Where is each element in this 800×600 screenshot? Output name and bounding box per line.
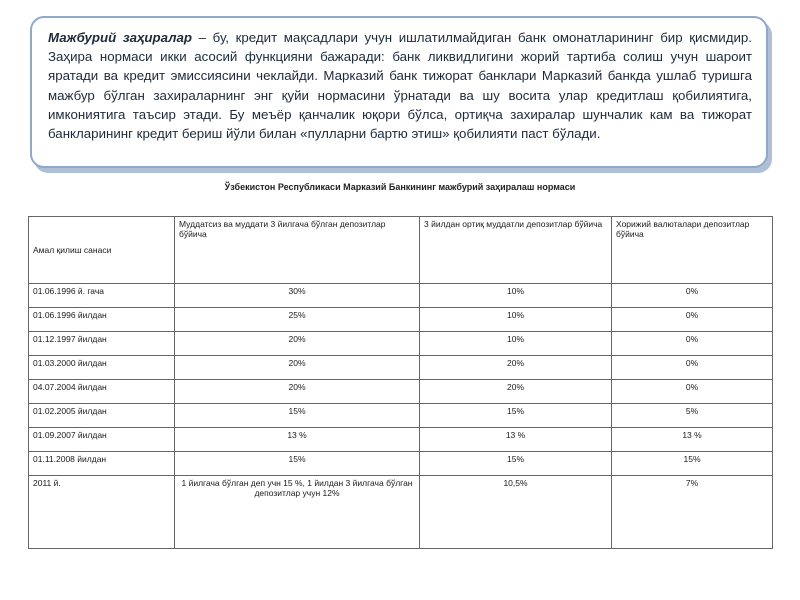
cell-foreign: 13 % — [612, 428, 773, 452]
cell-short-term: 15% — [175, 404, 420, 428]
cell-date: 01.02.2005 йилдан — [29, 404, 175, 428]
cell-long-term: 10% — [420, 332, 612, 356]
cell-short-term: 20% — [175, 356, 420, 380]
cell-foreign: 7% — [612, 476, 773, 549]
cell-short-term: 20% — [175, 380, 420, 404]
table-row — [29, 356, 773, 380]
cell-date: 01.09.2007 йилдан — [29, 428, 175, 452]
cell-long-term: 10% — [420, 284, 612, 308]
cell-foreign: 0% — [612, 380, 773, 404]
table-row — [29, 452, 773, 476]
cell-short-term: 25% — [175, 308, 420, 332]
cell-long-term: 15% — [420, 452, 612, 476]
cell-date: 01.06.1996 йилдан — [29, 308, 175, 332]
table-header-row — [29, 217, 773, 284]
cell-long-term: 10,5% — [420, 476, 612, 549]
table-row — [29, 308, 773, 332]
cell-foreign: 0% — [612, 284, 773, 308]
cell-long-term: 20% — [420, 356, 612, 380]
definition-text: – бу, кредит мақсадлари учун ишлатилмайдиган банк омонатларининг бир қисмидир. Заҳира нормаси икки асосий функцияни бажаради: банк ликвидлигини жорий тартиба солиш учун шароит яратади ва кредит эмиссиясини чеклайди. Марказий банк тижорат банклари Марказий банкда ушлаб туришга мажбур бўлган захираларнинг энг қуйи нормасини ўрнатади ва шу восита улар кредитлаш қобилиятига, имкониятига таъсир этади. Бу меъёр қанчалик юқори бўлса, ортиқча захиралар шунчалик кам ва тижорат банкларининг кредит бериш йўли билан «пулларни бартю этиш» қобилияти паст бўлади. — [48, 30, 752, 142]
cell-short-term: 30% — [175, 284, 420, 308]
header-short-term-deposits: Муддатсиз ва муддати 3 йилгача бўлган депозитлар бўйича — [175, 217, 420, 284]
table-caption: Ўзбекистон Республикаси Марказий Банкининг мажбурий заҳиралаш нормаси — [224, 182, 576, 192]
cell-date: 01.03.2000 йилдан — [29, 356, 175, 380]
reserve-norms-table — [28, 216, 773, 549]
cell-long-term: 10% — [420, 308, 612, 332]
table-row — [29, 380, 773, 404]
cell-foreign: 5% — [612, 404, 773, 428]
cell-date: 01.11.2008 йилдан — [29, 452, 175, 476]
definition-box — [30, 16, 768, 168]
table-row — [29, 404, 773, 428]
cell-foreign: 15% — [612, 452, 773, 476]
cell-short-term: 15% — [175, 452, 420, 476]
table-row — [29, 284, 773, 308]
table-row — [29, 332, 773, 356]
table-row — [29, 428, 773, 452]
cell-date: 01.12.1997 йилдан — [29, 332, 175, 356]
definition-term: Мажбурий заҳиралар — [48, 30, 193, 45]
cell-foreign: 0% — [612, 356, 773, 380]
header-date: Амал қилиш санаси — [29, 217, 175, 284]
cell-date: 01.06.1996 й. гача — [29, 284, 175, 308]
cell-long-term: 20% — [420, 380, 612, 404]
cell-short-term: 13 % — [175, 428, 420, 452]
cell-date: 2011 й. — [29, 476, 175, 549]
cell-long-term: 13 % — [420, 428, 612, 452]
cell-long-term: 15% — [420, 404, 612, 428]
cell-date: 04.07.2004 йилдан — [29, 380, 175, 404]
table-row — [29, 476, 773, 549]
cell-foreign: 0% — [612, 332, 773, 356]
definition-paragraph — [48, 28, 752, 143]
header-foreign-currency-deposits: Хорижий валюталари депозитлар бўйича — [612, 217, 773, 284]
cell-foreign: 0% — [612, 308, 773, 332]
header-long-term-deposits: 3 йилдан ортиқ муддатли депозитлар бўйича — [420, 217, 612, 284]
cell-short-term: 20% — [175, 332, 420, 356]
cell-short-term: 1 йилгача бўлган деп учн 15 %, 1 йилдан 3 йилгача бўлган депозитлар учун 12% — [175, 476, 420, 549]
